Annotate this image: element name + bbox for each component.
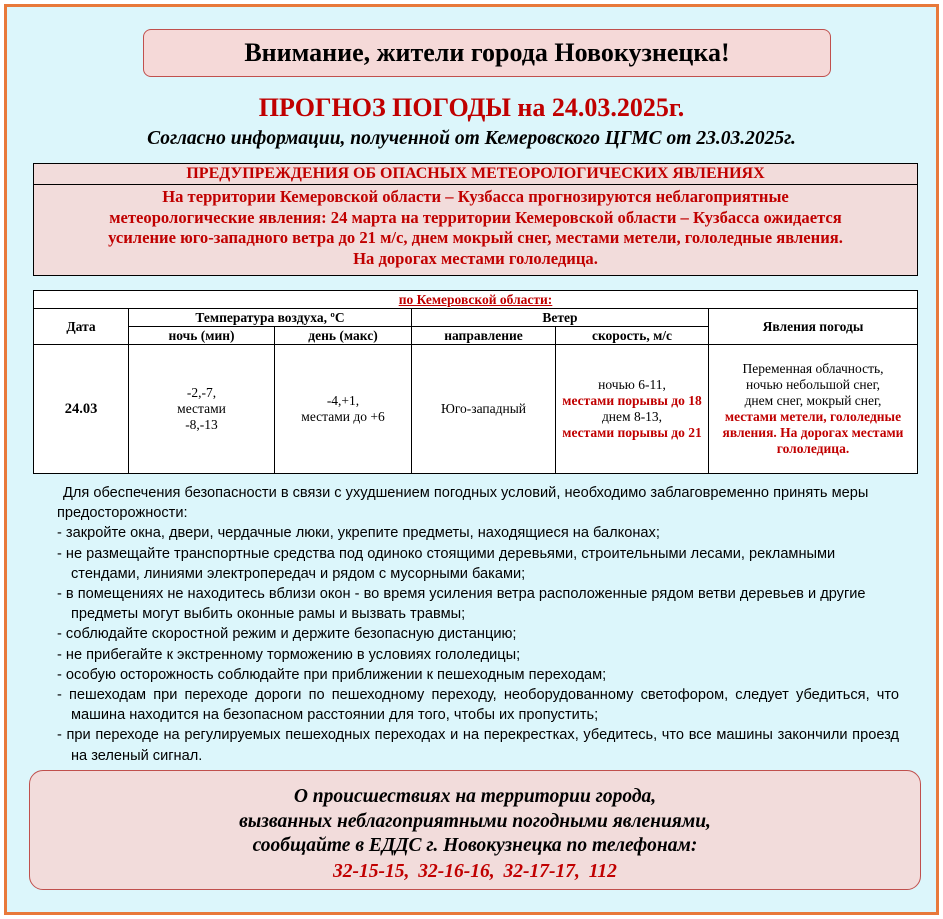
forecast-source: Согласно информации, полученной от Кемеровского ЦГМС от 23.03.2025г. bbox=[147, 128, 796, 149]
day-temp-line: местами до +6 bbox=[301, 409, 385, 424]
list-item: - при переходе на регулируемых пешеходных переходах и на перекрестках, убедитесь, что все машины закончили проезд на зеленый сигнал. bbox=[57, 727, 899, 764]
list-item: - не размещайте транспортные средства под одиноко стоящими деревьями, строительными лесами, рекламными стендами, линиями электропередач и рядом с мусорными баками; bbox=[57, 545, 836, 582]
warning-line: метеорологические явления: 24 марта на территории Кемеровской области – Кузбасса ожидается bbox=[109, 207, 842, 227]
phenomena-cell bbox=[709, 345, 918, 474]
bulletin-page bbox=[4, 4, 939, 915]
day-temp-line: -4,+1, bbox=[326, 393, 360, 408]
phenomena-line: ночью небольшой снег, bbox=[746, 377, 880, 392]
warnings-heading: ПРЕДУПРЕЖДЕНИЯ ОБ ОПАСНЫХ МЕТЕОРОЛОГИЧЕСКИХ ЯВЛЕНИЯХ bbox=[34, 164, 917, 185]
advice-intro: Для обеспечения безопасности в связи с ухудшением погодных условий, необходимо заблаговременно принять меры предосторожности: bbox=[57, 485, 869, 522]
wind-speed-day: днем 8-13, bbox=[601, 409, 663, 424]
phenomena-line: днем снег, мокрый снег, bbox=[744, 393, 882, 408]
date-cell: 24.03 bbox=[34, 345, 129, 474]
speed-header: скорость, м/с bbox=[556, 327, 709, 345]
wind-header: Ветер bbox=[412, 309, 709, 327]
list-item: - особую осторожность соблюдайте при приближении к пешеходным переходам; bbox=[57, 666, 607, 683]
attention-banner: Внимание, жители города Новокузнецка! bbox=[143, 29, 831, 77]
contact-line: вызванных неблагоприятными погодными явлениями, bbox=[239, 810, 711, 832]
list-item: - в помещениях не находитесь вблизи окон - во время усиления ветра расположенные рядом ветви деревьев и другие предметы могут выбить оконные рамы и вызвать травмы; bbox=[57, 586, 866, 623]
date-header: Дата bbox=[34, 309, 129, 345]
night-temperature-cell bbox=[129, 345, 275, 474]
direction-header: направление bbox=[412, 327, 556, 345]
forecast-table bbox=[33, 290, 918, 474]
region-label: по Кемеровской области: bbox=[34, 291, 918, 309]
warning-line: На дорогах местами гололедица. bbox=[353, 248, 598, 268]
day-header: день (макс) bbox=[275, 327, 412, 345]
night-temp-line: -2,-7, bbox=[186, 385, 217, 400]
night-temp-line: -8,-13 bbox=[185, 417, 218, 432]
list-item: - пешеходам при переходе дороги по пешеходному переходу, необорудованному светофором, следует убедиться, что машина находится на безопасном расстоянии для того, чтобы их пропустить; bbox=[57, 687, 899, 724]
list-item: - не прибегайте к экстренному торможению в условиях гололедицы; bbox=[57, 646, 521, 663]
list-item: - закройте окна, двери, чердачные люки, укрепите предметы, находящиеся на балконах; bbox=[57, 525, 660, 542]
wind-direction-cell: Юго-западный bbox=[412, 345, 556, 474]
warnings-text bbox=[34, 185, 917, 269]
contact-line: О происшествиях на территории города, bbox=[293, 786, 657, 807]
warning-line: На территории Кемеровской области – Кузбасса прогнозируются неблагоприятные bbox=[162, 187, 789, 206]
phenomena-highlight: местами метели, гололедные явления. На дорогах местами гололедица. bbox=[722, 409, 904, 456]
safety-advice bbox=[57, 483, 899, 766]
night-temp-line: местами bbox=[177, 401, 226, 416]
forecast-title: ПРОГНОЗ ПОГОДЫ на 24.03.2025г. bbox=[258, 93, 685, 122]
phone-numbers: 32-15-15, 32-16-16, 32-17-17, 112 bbox=[333, 860, 617, 882]
warning-line: усиление юго-западного ветра до 21 м/с, днем мокрый снег, местами метели, гололедные явления. bbox=[108, 228, 843, 247]
night-header: ночь (мин) bbox=[129, 327, 275, 345]
list-item: - соблюдайте скоростной режим и держите безопасную дистанцию; bbox=[57, 626, 517, 643]
phenomena-header: Явления погоды bbox=[709, 309, 918, 345]
contact-line: сообщайте в ЕДДС г. Новокузнецка по телефонам: bbox=[252, 835, 698, 856]
table-row bbox=[34, 345, 918, 474]
wind-speed-night: ночью 6-11, bbox=[598, 377, 666, 392]
day-temperature-cell bbox=[275, 345, 412, 474]
temperature-header: Температура воздуха, ºС bbox=[129, 309, 412, 327]
wind-gusts-night: местами порывы до 18 bbox=[562, 393, 702, 408]
wind-speed-cell bbox=[556, 345, 709, 474]
warnings-box bbox=[33, 163, 918, 276]
phenomena-line: Переменная облачность, bbox=[742, 361, 884, 376]
emergency-contact-box bbox=[29, 770, 921, 890]
wind-gusts-day: местами порывы до 21 bbox=[562, 425, 702, 440]
